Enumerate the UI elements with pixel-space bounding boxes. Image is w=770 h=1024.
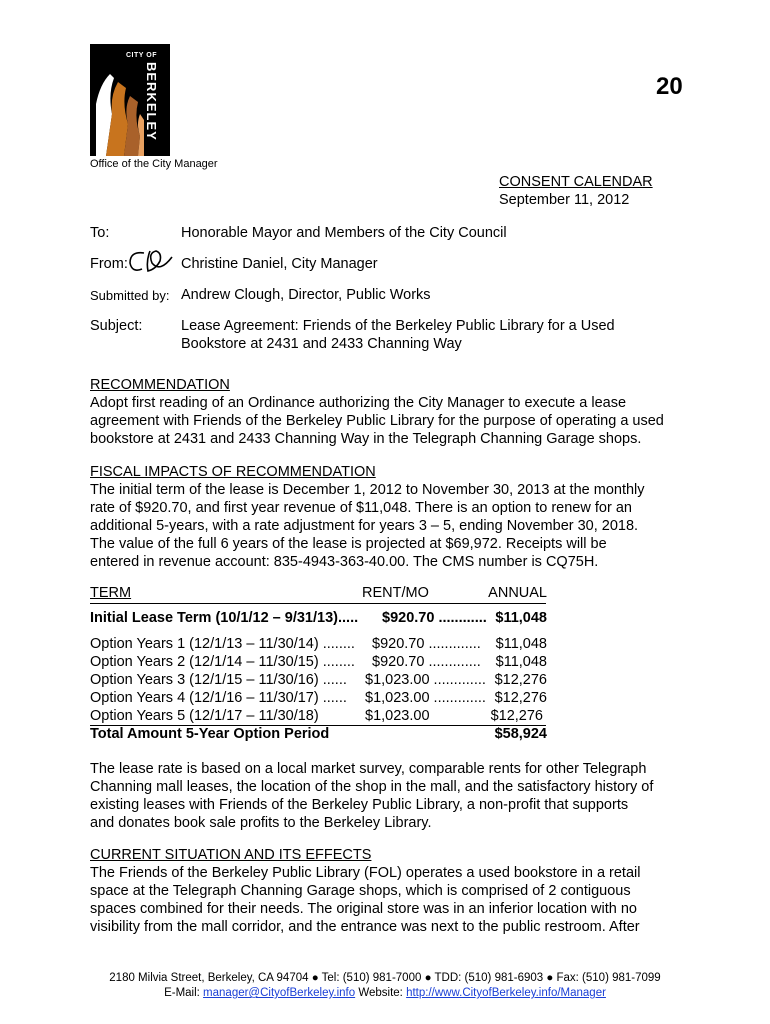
- recommendation-section: [90, 376, 680, 448]
- table-header-term: TERM: [90, 585, 132, 601]
- table-cell-term: Option Years 4 (12/1/16 – 11/30/17) ......: [90, 690, 347, 706]
- paragraph-line: space at the Telegraph Channing Garage shops, which is comprised of 2 contiguous: [90, 883, 631, 899]
- paragraph-line: additional 5-years, with a rate adjustment for years 3 – 5, ending November 30, 2018.: [90, 518, 639, 534]
- table-cell-annual: $11,048: [495, 636, 547, 652]
- table-cell-annual: $12,276: [490, 708, 543, 724]
- table-row-initial: [90, 610, 550, 628]
- city-logo: [90, 44, 170, 156]
- to-value: Honorable Mayor and Members of the City Council: [181, 225, 507, 241]
- table-row: [90, 636, 550, 654]
- consent-calendar-date: September 11, 2012: [499, 192, 630, 208]
- paragraph-line: entered in revenue account: 835-4943-363-40.00. The CMS number is CQ75H.: [90, 554, 599, 570]
- footer-website-label: Website:: [358, 987, 403, 999]
- recommendation-heading: RECOMMENDATION: [90, 377, 230, 393]
- logo-city-of-text: CITY OF: [126, 52, 157, 59]
- table-cell-rent: $1,023.00 .............: [365, 672, 486, 688]
- from-value: Christine Daniel, City Manager: [181, 256, 378, 272]
- signature-initials: [126, 247, 178, 277]
- paragraph-line: The initial term of the lease is December 1, 2012 to November 30, 2013 at the monthly: [90, 482, 645, 498]
- subject-line-1: Lease Agreement: Friends of the Berkeley Public Library for a Used: [181, 318, 615, 334]
- paragraph-line: spaces combined for their needs. The original store was in an inferior location with no: [90, 901, 637, 917]
- table-cell-rent: $1,023.00: [365, 708, 430, 724]
- table-cell-rent: $920.70 ............: [382, 610, 487, 626]
- current-situation-section: [90, 846, 680, 936]
- table-header-rule: [90, 603, 546, 604]
- footer-website-link[interactable]: http://www.CityofBerkeley.info/Manager: [406, 987, 606, 999]
- table-cell-annual: $58,924: [494, 726, 547, 742]
- submitted-by-value: Andrew Clough, Director, Public Works: [181, 287, 431, 303]
- table-cell-term: Option Years 2 (12/1/14 – 11/30/15) ........: [90, 654, 355, 670]
- table-header-row: [90, 585, 550, 603]
- paragraph-line: The lease rate is based on a local market survey, comparable rents for other Telegraph: [90, 761, 647, 777]
- table-cell-annual: $12,276: [494, 672, 547, 688]
- table-row: [90, 690, 550, 708]
- paragraph-line: The Friends of the Berkeley Public Library (FOL) operates a used bookstore in a retail: [90, 865, 641, 881]
- table-cell-term: Initial Lease Term (10/1/12 – 9/31/13).....: [90, 610, 359, 626]
- subject-line-2: Bookstore at 2431 and 2433 Channing Way: [181, 336, 462, 352]
- from-label: From:: [90, 256, 128, 272]
- table-cell-term: Option Years 3 (12/1/15 – 11/30/16) ......: [90, 672, 347, 688]
- consent-calendar-block: [499, 173, 653, 209]
- paragraph-line: and donates book sale profits to the Berkeley Library.: [90, 815, 432, 831]
- footer-email-link[interactable]: manager@CityofBerkeley.info: [203, 987, 356, 999]
- paragraph-line: visibility from the mall corridor, and the entrance was next to the public restroom. After: [90, 919, 640, 935]
- lease-table: [90, 585, 550, 744]
- footer-address: 2180 Milvia Street, Berkeley, CA 94704 ● Tel: (510) 981-7000 ● TDD: (510) 981-6903 ● Fax: (510) 981-7099: [109, 972, 661, 984]
- table-cell-term: Total Amount 5-Year Option Period: [90, 726, 330, 742]
- table-row: [90, 672, 550, 690]
- table-row: [90, 708, 546, 726]
- table-row: [90, 654, 550, 672]
- subject-label: Subject:: [90, 318, 143, 334]
- paragraph-line: Adopt first reading of an Ordinance authorizing the City Manager to execute a lease: [90, 395, 627, 411]
- fiscal-impacts-section: [90, 463, 680, 571]
- table-cell-annual: $12,276: [494, 690, 547, 706]
- table-cell-rent: $920.70 .............: [372, 654, 481, 670]
- table-header-annual: ANNUAL: [488, 585, 547, 601]
- page-number: 20: [656, 73, 683, 100]
- paragraph-line: existing leases with Friends of the Berkeley Public Library, a non-profit that supports: [90, 797, 629, 813]
- table-cell-rent: $920.70 .............: [372, 636, 481, 652]
- footer-email-label: E-Mail:: [164, 987, 200, 999]
- table-cell-annual: $11,048: [495, 610, 547, 626]
- footer-contact: [0, 987, 770, 999]
- table-cell-rent: $1,023.00 .............: [365, 690, 486, 706]
- paragraph-line: bookstore at 2431 and 2433 Channing Way in the Telegraph Channing Garage shops.: [90, 431, 642, 447]
- table-cell-term: Option Years 1 (12/1/13 – 11/30/14) ........: [90, 636, 355, 652]
- current-situation-heading: CURRENT SITUATION AND ITS EFFECTS: [90, 847, 372, 863]
- logo-berkeley-text: BERKELEY: [144, 62, 159, 141]
- paragraph-line: The value of the full 6 years of the lease is projected at $69,972. Receipts will be: [90, 536, 607, 552]
- fiscal-impacts-heading: FISCAL IMPACTS OF RECOMMENDATION: [90, 464, 376, 480]
- table-header-rent: RENT/MO: [362, 585, 429, 601]
- table-cell-term: Option Years 5 (12/1/17 – 11/30/18): [90, 708, 319, 724]
- paragraph-line: Channing mall leases, the location of the shop in the mall, and the satisfactory history of: [90, 779, 654, 795]
- table-row-total: [90, 726, 550, 744]
- office-label: Office of the City Manager: [90, 158, 218, 170]
- consent-calendar-title: CONSENT CALENDAR: [499, 174, 653, 190]
- paragraph-line: rate of $920.70, and first year revenue of $11,048. There is an option to renew for an: [90, 500, 632, 516]
- paragraph-line: agreement with Friends of the Berkeley Public Library for the purpose of operating a used: [90, 413, 664, 429]
- table-cell-annual: $11,048: [495, 654, 547, 670]
- to-label: To:: [90, 225, 110, 241]
- lease-rate-paragraph: [90, 760, 680, 832]
- submitted-by-label: Submitted by:: [90, 288, 170, 303]
